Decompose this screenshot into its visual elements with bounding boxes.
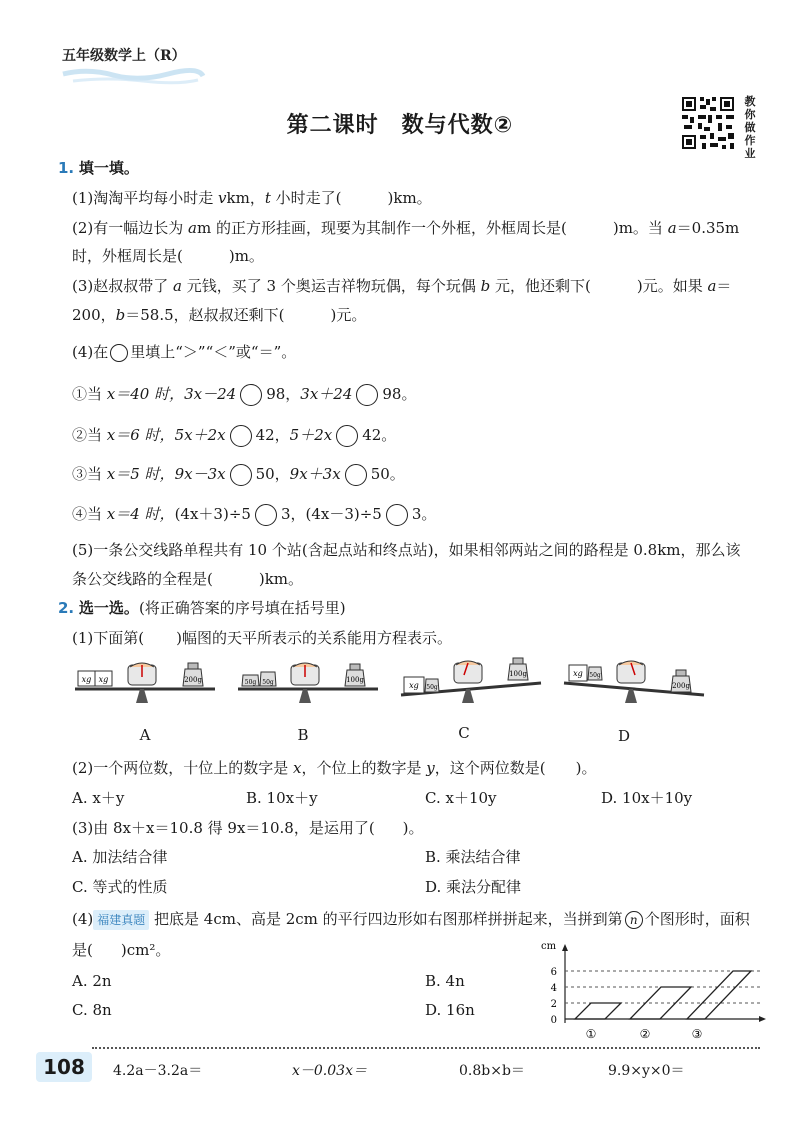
question-1-4-item-3: ③当 x＝5 时，9x－3x 50，9x＋3x 50。 — [72, 464, 405, 486]
question-2-4-line1: (4) 福建真题 把底是 4cm、高是 2cm 的平行四边形如右图那样拼拼起来，当拼到第 n 个图形时，面积 — [72, 910, 750, 928]
y-tick: 6 — [550, 967, 557, 978]
question-1-4: (4)在 里填上“＞”“＜”或“＝”。 — [72, 343, 297, 361]
question-1-4-item-2: ②当 x＝6 时，5x＋2x 42，5＋2x 42。 — [72, 425, 396, 447]
question-2-2: (2)一个两位数，十位上的数字是 x，个位上的数字是 y，这个两位数是( )。 — [72, 759, 597, 777]
question-1-4-item-4: ④当 x＝4 时，(4x＋3)÷5 3，(4x－3)÷5 3。 — [72, 504, 436, 526]
option-d[interactable]: D. 10x＋10y — [601, 789, 693, 807]
graph-unit: cm — [541, 941, 557, 952]
footer-divider — [92, 1047, 760, 1049]
weight-label: 100g — [346, 676, 364, 684]
question-2-4-line2: 是( )cm²。 — [72, 941, 171, 959]
footer-exercise: x－0.03x＝ — [292, 1063, 367, 1079]
scale-b — [238, 663, 378, 703]
compare-circle — [110, 344, 128, 362]
answer-circle[interactable] — [345, 464, 367, 486]
weight-label: xg — [81, 675, 92, 684]
answer-circle[interactable] — [240, 384, 262, 406]
answer-circle[interactable] — [230, 425, 252, 447]
balance-scales-figure — [70, 655, 770, 730]
question-1-3-line2: 200，b＝58.5，赵叔叔还剩下( )元。 — [72, 306, 367, 324]
question-1-2-line1: (2)有一幅边长为 am 的正方形挂画，现要为其制作一个外框，外框周长是( )m。当 a＝0.35m — [72, 219, 740, 237]
option-a[interactable]: A. 2n — [72, 972, 112, 990]
scale-d — [564, 661, 704, 703]
scale-label-b: B — [297, 726, 309, 744]
option-b[interactable]: B. 10x＋y — [246, 789, 318, 807]
answer-circle[interactable] — [386, 504, 408, 526]
figure-label: ① — [585, 1027, 597, 1041]
answer-circle[interactable] — [356, 384, 378, 406]
section-2-heading: 2. 选一选。(将正确答案的序号填在括号里) — [58, 599, 346, 617]
question-2-3: (3)由 8x＋x＝10.8 得 9x＝10.8，是运用了( )。 — [72, 819, 424, 837]
question-1-1: (1)淘淘平均每小时走 vkm，t 小时走了( )km。 — [72, 189, 432, 207]
scale-label-a: A — [139, 726, 151, 744]
option-d[interactable]: D. 乘法分配律 — [425, 878, 522, 896]
footer-exercise: 4.2a－3.2a＝ — [113, 1063, 203, 1079]
weight-label: xg — [573, 669, 583, 678]
weight-label: 50g — [426, 684, 438, 691]
question-1-4-item-1: ①当 x＝40 时，3x－24 98，3x＋24 98。 — [72, 384, 416, 406]
weight-label: 50g — [262, 679, 274, 686]
source-tag: 福建真题 — [93, 910, 149, 930]
parallelogram-1 — [575, 1003, 621, 1019]
option-c[interactable]: C. x＋10y — [425, 789, 497, 807]
figure-label: ③ — [691, 1027, 703, 1041]
answer-circle[interactable] — [255, 504, 277, 526]
y-tick: 2 — [550, 999, 557, 1010]
parallelogram-graph — [535, 935, 770, 1045]
scale-c — [401, 658, 541, 703]
option-d[interactable]: D. 16n — [425, 1001, 475, 1019]
scale-a — [75, 663, 215, 703]
weight-label: 100g — [509, 670, 527, 678]
question-1-3-line1: (3)赵叔叔带了 a 元钱，买了 3 个奥运吉祥物玩偶，每个玩偶 b 元，他还剩下( )元。如果 a＝ — [72, 277, 732, 295]
option-c[interactable]: C. 8n — [72, 1001, 112, 1019]
parallelogram-3 — [687, 971, 751, 1019]
question-1-5-line1: (5)一条公交线路单程共有 10 个站(含起点站和终点站)，如果相邻两站之间的路程是 0.8km，那么该 — [72, 541, 741, 559]
answer-circle[interactable] — [230, 464, 252, 486]
option-b[interactable]: B. 4n — [425, 972, 465, 990]
page-number: 108 — [43, 1055, 85, 1079]
section-1-heading: 1. 填一填。 — [58, 159, 139, 177]
weight-label: 200g — [184, 676, 202, 684]
figure-label: ② — [639, 1027, 651, 1041]
question-1-5-line2: 条公交线路的全程是( )km。 — [72, 570, 304, 588]
weight-label: xg — [409, 681, 419, 690]
option-a[interactable]: A. x＋y — [72, 789, 125, 807]
qr-caption: 教你做作业 — [744, 95, 756, 160]
weight-label: 50g — [244, 679, 257, 686]
option-a[interactable]: A. 加法结合律 — [72, 848, 168, 866]
footer-exercise: 0.8b×b＝ — [459, 1063, 525, 1079]
option-c[interactable]: C. 等式的性质 — [72, 878, 168, 896]
question-2-1: (1)下面第( )幅图的天平所表示的关系能用方程表示。 — [72, 629, 452, 647]
page-title: 第二课时 数与代数② — [286, 113, 514, 138]
option-b[interactable]: B. 乘法结合律 — [425, 848, 521, 866]
qr-code-icon[interactable] — [680, 95, 736, 151]
y-tick: 4 — [550, 983, 557, 994]
grade-label: 五年级数学上（R） — [62, 48, 186, 64]
weight-label: 200g — [672, 682, 690, 690]
y-tick: 0 — [550, 1015, 557, 1026]
weight-label: xg — [98, 675, 109, 684]
header-decoration — [58, 66, 208, 86]
question-1-2-line2: 时，外框周长是( )m。 — [72, 247, 264, 265]
scale-label-c: C — [458, 724, 470, 742]
scale-label-d: D — [617, 727, 631, 745]
answer-circle[interactable] — [336, 425, 358, 447]
weight-label: 50g — [589, 672, 601, 679]
footer-exercise: 9.9×y×0＝ — [608, 1063, 685, 1079]
